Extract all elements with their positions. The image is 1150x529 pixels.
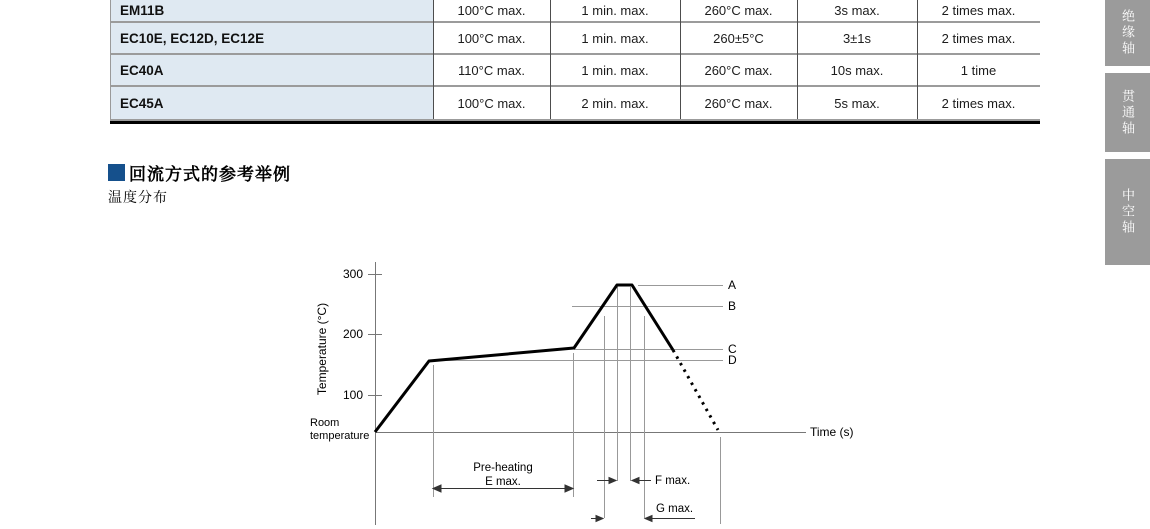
reflow-profile-cooling-dotted: [673, 350, 718, 430]
table-cell: 100°C max.: [457, 30, 526, 46]
side-tab-insulated-shaft: 绝缘轴: [1105, 0, 1150, 66]
y-tick-100: 100: [342, 388, 363, 402]
g-max-label: G max.: [656, 503, 694, 515]
f-max-label: F max.: [655, 475, 691, 487]
table-row: [110, 23, 1040, 55]
table-border: [917, 0, 918, 119]
table-cell: 1 time: [960, 62, 997, 78]
table-cell: 2 times max.: [941, 30, 1016, 46]
table-border: [550, 0, 551, 119]
ref-label-c: C: [728, 342, 737, 356]
table-border: [433, 0, 434, 119]
table-cell: 3s max.: [834, 3, 880, 18]
side-tab-hollow-shaft: 中空轴: [1105, 159, 1150, 265]
y-tick-200: 200: [342, 327, 363, 341]
table-cell: 1 min. max.: [581, 3, 649, 18]
section-marker-icon: [108, 164, 125, 181]
table-cell: 260°C max.: [704, 62, 773, 78]
ref-label-b: B: [728, 299, 737, 313]
table-cell: 2 times max.: [941, 3, 1016, 18]
room-temperature-label-line2: temperature: [310, 430, 370, 442]
table-cell: 100°C max.: [457, 3, 526, 18]
table-cell: 3±1s: [842, 30, 872, 46]
y-axis-title: Temperature (°C): [315, 302, 329, 396]
table-cell: 1 min. max.: [581, 30, 649, 46]
table-cell: 10s max.: [830, 62, 884, 78]
table-cell: 260±5°C: [713, 30, 764, 46]
table-cell-model: EC40A: [110, 55, 433, 85]
table-cell-model: EC10E, EC12D, EC12E: [110, 23, 433, 53]
preheat-label-line1: Pre-heating: [473, 462, 533, 474]
ref-label-d: D: [728, 353, 737, 367]
table-border: [797, 0, 798, 119]
ref-label-a: A: [728, 278, 737, 292]
preheat-label-line2: E max.: [485, 476, 521, 488]
table-cell: 100°C max.: [457, 95, 526, 111]
temperature-reference-lines: [431, 286, 723, 361]
soldering-conditions-table: [110, 0, 1040, 124]
table-cell: 260°C max.: [704, 95, 773, 111]
section-title: 回流方式的参考举例: [129, 165, 291, 184]
table-border: [110, 0, 111, 119]
section-subtitle: 温度分布: [108, 189, 168, 205]
table-border: [680, 0, 681, 119]
x-axis-title: Time (s): [810, 425, 854, 439]
table-cell: 2 min. max.: [581, 95, 649, 111]
temperature-profile-chart: [295, 252, 860, 529]
reflow-profile-curve: [375, 285, 673, 432]
table-row: [110, 55, 1040, 87]
section-heading: [108, 160, 291, 185]
table-row: [110, 0, 1040, 23]
table-cell: 110°C max.: [457, 62, 526, 78]
table-cell: 1 min. max.: [581, 62, 649, 78]
table-cell: 260°C max.: [704, 3, 773, 18]
table-row: [110, 87, 1040, 121]
table-cell-model: EC45A: [110, 87, 433, 119]
table-cell: 2 times max.: [941, 95, 1016, 111]
side-tab-through-shaft: 贯通轴: [1105, 73, 1150, 152]
y-tick-300: 300: [342, 267, 363, 281]
room-temperature-label-line1: Room: [310, 417, 340, 429]
table-cell-model: EM11B: [110, 0, 433, 21]
table-cell: 5s max.: [834, 95, 880, 111]
